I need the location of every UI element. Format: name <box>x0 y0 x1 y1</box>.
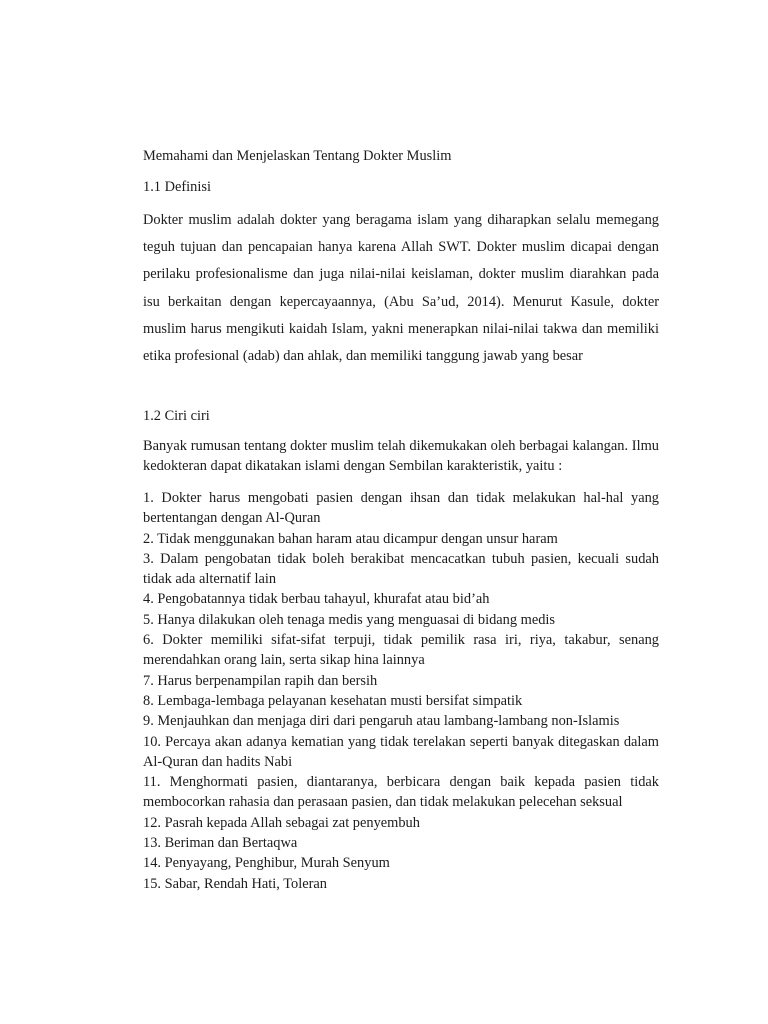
list-item: 5. Hanya dilakukan oleh tenaga medis yang menguasai di bidang medis <box>143 611 556 628</box>
list-item: 6. Dokter memiliki sifat-sifat terpuji, tidak pemilik rasa iri, riya, takabur, senang merendahkan orang lain, serta sikap hina lainnya <box>143 632 659 669</box>
list-item: 7. Harus berpenampilan rapih dan bersih <box>143 672 378 689</box>
list-item: 10. Percaya akan adanya kematian yang tidak terelakan seperti banyak ditegaskan dalam Al-Quran dan hadits Nabi <box>143 733 659 770</box>
list-item: 9. Menjauhkan dan menjaga diri dari pengaruh atau lambang-lambang non-Islamis <box>143 713 620 730</box>
list-item: 2. Tidak menggunakan bahan haram atau dicampur dengan unsur haram <box>143 530 558 547</box>
list-item: 13. Beriman dan Bertaqwa <box>143 835 298 852</box>
list-item: 12. Pasrah kepada Allah sebagai zat penyembuh <box>143 814 420 831</box>
characteristics-list <box>143 488 659 894</box>
list-item: 1. Dokter harus mengobati pasien dengan ihsan dan tidak melakukan hal-hal yang bertentangan dengan Al-Quran <box>143 490 659 527</box>
list-item: 8. Lembaga-lembaga pelayanan kesehatan musti bersifat simpatik <box>143 692 523 709</box>
definition-paragraph: Dokter muslim adalah dokter yang beragama islam yang diharapkan selalu memegang teguh tujuan dan pencapaian hanya karena Allah SWT. Dokter muslim dicapai dengan perilaku profesionalisme dan juga nilai-nilai keislaman, dokter muslim diarahkan pada isu berkaitan dengan kepercayaannya, (Abu Sa’ud, 2014). Menurut Kasule, dokter muslim harus mengikuti kaidah Islam, yakni menerapkan nilai-nilai takwa dan memiliki etika profesional (adab) dan ahlak, dan memiliki tanggung jawab yang besar <box>143 212 659 365</box>
document-title: Memahami dan Menjelaskan Tentang Dokter Muslim <box>143 148 452 164</box>
list-item: 14. Penyayang, Penghibur, Murah Senyum <box>143 855 390 872</box>
list-item: 15. Sabar, Rendah Hati, Toleran <box>143 875 327 892</box>
section-heading-definition: 1.1 Definisi <box>143 179 211 195</box>
section-heading-characteristics: 1.2 Ciri ciri <box>143 408 210 424</box>
document-page <box>143 0 659 1024</box>
list-item: 3. Dalam pengobatan tidak boleh berakibat mencacatkan tubuh pasien, kecuali sudah tidak ada alternatif lain <box>143 550 659 588</box>
list-item: 4. Pengobatannya tidak berbau tahayul, khurafat atau bid’ah <box>143 591 490 608</box>
characteristics-intro-paragraph: Banyak rumusan tentang dokter muslim telah dikemukakan oleh berbagai kalangan. Ilmu kedokteran dapat dikatakan islami dengan Sembilan karakteristik, yaitu : <box>143 438 659 474</box>
list-item: 11. Menghormati pasien, diantaranya, berbicara dengan baik kepada pasien tidak membocorkan rahasia dan perasaan pasien, dan tidak melakukan pelecehan seksual <box>143 774 659 811</box>
